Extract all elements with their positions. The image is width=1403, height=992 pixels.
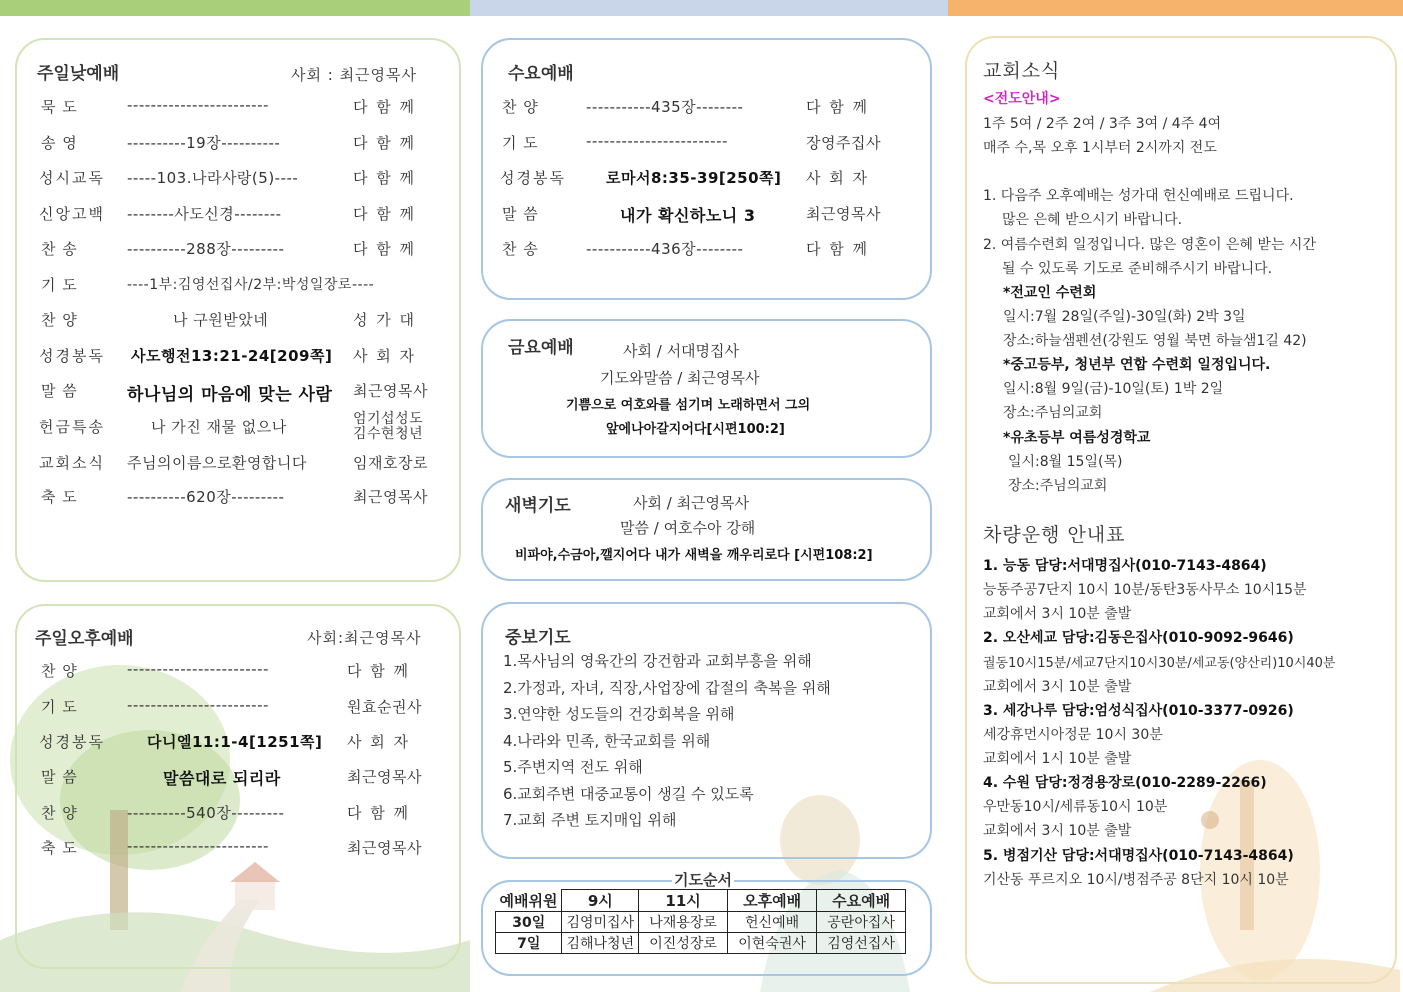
route-head: 5. 병점기산 담당:서대명집사(010-7143-4864) [983,848,1294,864]
order-row: 기 도 ------------------------ 원효순권사 [41,696,422,716]
route-line: 교회에서 3시 10분 출발 [983,679,1132,695]
notice-line: 1. 다음주 오후예배는 성가대 헌신예배로 드립니다. [983,188,1294,204]
presider: 사회 : 최근영목사 [291,66,418,84]
presider: 사회 / 서대명집사 [623,342,740,360]
prayer-order-title: 기도순서 [674,871,732,889]
news-section [965,36,1397,984]
order-row: 성시교독 -----103.나라사랑(5)---- 다 함 께 [39,169,417,187]
order-row: 축 도 ------------------------ 최근영목사 [41,837,422,857]
table-row: 7일 김해나청년 이진성장로 이현숙권사 김영선집사 [496,933,906,954]
evangelism-line: 매주 수,목 오후 1시부터 2시까지 전도 [983,140,1217,156]
route-line: 능동주공7단지 10시 10분/동탄3동사무소 10시15분 [983,582,1307,598]
wednesday-section [481,38,932,300]
order-row: 축 도 ----------620장--------- 최근영목사 [41,488,428,506]
order-row: 말 씀 하나님의 마음에 맞는 사람 최근영목사 [41,382,428,405]
section-title: 주일오후예배 [35,629,134,649]
intercession-section [481,602,932,859]
section-title: 주일낮예배 [37,64,120,84]
prayer-item: 4.나라와 민족, 한국교회를 위해 [503,732,711,750]
route-line: 기산동 푸르지오 10시/병점주공 8단지 10시 10분 [983,872,1289,888]
order-row: 찬 송 -----------436장-------- 다 함 께 [502,240,870,258]
top-bar-green [0,0,470,16]
route-head: 1. 능동 담당:서대명집사(010-7143-4864) [983,558,1267,574]
order-row: 찬 양 -----------435장-------- 다 함 께 [502,98,870,116]
prayer-item: 1.목사님의 영육간의 강건함과 교회부흥을 위해 [503,652,812,670]
presider: 사회:최근영목사 [307,629,422,647]
notice-line: 많은 은혜 받으시기 바랍니다. [1002,212,1183,228]
order-row: 헌금특송 나 가진 재물 없으나 엄기섭성도 김수현청년 [39,411,424,442]
prayer-order-table [495,889,906,954]
verse-line: 기쁨으로 여호와를 섬기며 노래하면서 그의 [566,398,811,413]
verse-line: 앞에나아갈지어다[시편100:2] [606,422,785,437]
retreat-date: 일시:8월 9일(금)-10일(토) 1박 2일 [1003,381,1224,397]
order-row: 찬 양 ----------540장--------- 다 함 께 [41,804,411,822]
order-row: 교회소식 주님의이름으로환영합니다 임재호장로 [39,454,428,472]
route-line: 교회에서 3시 10분 출발 [983,606,1132,622]
sermon-info: 말씀 / 여호수아 강해 [620,519,756,537]
route-line: 교회에서 3시 10분 출발 [983,823,1132,839]
prayer-item: 6.교회주변 대중교통이 생길 수 있도록 [503,785,754,803]
sunday-pm-section [15,604,461,969]
section-title: 금요예배 [508,338,574,358]
evangelism-label: <전도안내> [983,91,1061,107]
order-row: 묵 도 ------------------------ 다 함 께 [41,96,417,116]
presider: 사회 / 최근영목사 [633,494,750,512]
order-row: 기 도 ------------------------ 장영주집사 [502,132,881,152]
retreat-date: 일시:7월 28일(주일)-30일(화) 2박 3일 [1003,309,1246,325]
retreat-place: 장소:주님의교회 [1008,478,1108,494]
evangelism-line: 1주 5여 / 2주 2여 / 3주 3여 / 4주 4여 [983,116,1222,132]
retreat-title: *전교인 수련회 [1003,285,1097,301]
top-bar-blue [470,0,948,16]
order-row: 찬 양 ------------------------ 다 함 께 [41,660,411,680]
prayer-item: 7.교회 주변 토지매입 위해 [503,811,677,829]
notice-line: 2. 여름수련회 일정입니다. 많은 영혼이 은혜 받는 시간 [983,237,1316,253]
route-head: 4. 수원 담당:정경용장로(010-2289-2266) [983,775,1267,791]
route-line: 우만동10시/세류동10시 10분 [983,799,1168,815]
order-row: 말 씀 내가 확신하노니 3 최근영목사 [502,205,881,225]
order-row: 찬 양 나 구원받았네 성 가 대 [41,311,417,329]
section-title: 중보기도 [505,628,571,648]
retreat-place: 장소:하늘샘펜션(강원도 영월 북면 하늘샘1길 42) [1003,333,1307,349]
order-row: 찬 송 ----------288장--------- 다 함 께 [41,240,417,258]
prayer-item: 5.주변지역 전도 위해 [503,758,643,776]
order-row: 송 영 ----------19장---------- 다 함 께 [41,134,417,152]
dawn-prayer-section [481,478,932,581]
route-line: 궐동10시15분/세교7단지10시30분/세교동(양산리)10시40분 [983,656,1336,671]
verse-line: 비파야,수금아,깰지어다 내가 새벽을 깨우리로다 [시편108:2] [515,548,873,563]
top-bar-orange [948,0,1403,16]
vehicle-title: 차량운행 안내표 [983,524,1126,546]
news-title: 교회소식 [983,60,1061,82]
route-line: 세강휴먼시아정문 10시 30분 [983,727,1163,743]
table-header-row: 예배위원 9시 11시 오후예배 수요예배 [496,890,906,912]
friday-section [481,319,932,458]
section-title: 새벽기도 [505,496,571,516]
route-head: 2. 오산세교 담당:김동은집사(010-9092-9646) [983,630,1294,646]
order-row: 성경봉독 다니엘11:1-4[1251쪽] 사 회 자 [39,733,411,751]
retreat-date: 일시:8월 15일(목) [1008,454,1123,470]
order-row: 성경봉독 로마서8:35-39[250쪽] 사 회 자 [500,169,870,187]
section-title: 수요예배 [508,64,574,84]
route-head: 3. 세강나루 담당:엄성식집사(010-3377-0926) [983,703,1294,719]
retreat-place: 장소:주님의교회 [1003,405,1103,421]
order-row: 기 도 ----1부:김영선집사/2부:박성일장로---- [41,276,375,294]
table-row: 30일 김영미집사 나재용장로 헌신예배 공란아집사 [496,912,906,933]
order-row: 말 씀 말씀대로 되리라 최근영목사 [41,768,422,788]
route-line: 교회에서 1시 10분 출발 [983,751,1132,767]
prayer-item: 3.연약한 성도들의 건강회복을 위해 [503,705,735,723]
order-row: 성경봉독 사도행전13:21-24[209쪽] 사 회 자 [39,347,417,365]
prayer-item: 2.가정과, 자녀, 직장,사업장에 갑절의 축복을 위해 [503,679,831,697]
order-row: 신앙고백 --------사도신경-------- 다 함 께 [39,205,417,223]
sermon-info: 기도와말씀 / 최근영목사 [600,369,760,387]
notice-line: 될 수 있도록 기도로 준비해주시기 바랍니다. [1002,261,1273,277]
retreat-title: *유초등부 여름성경학교 [1003,430,1151,446]
sunday-am-section [15,38,461,582]
retreat-title: *중고등부, 청년부 연합 수련회 일정입니다. [1003,357,1271,373]
